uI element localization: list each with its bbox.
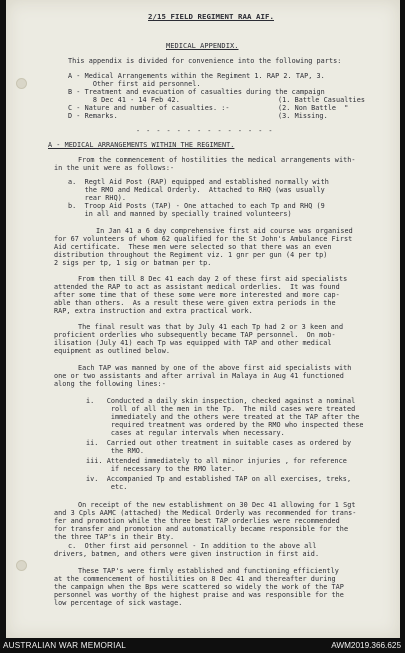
body-line: proficient orderlies who subsequently became TAP personnel. On mob- bbox=[54, 331, 336, 339]
body-line: a. Regtl Aid Post (RAP) equipped and established normally with bbox=[68, 178, 329, 186]
body-line: for transfer and promotion and automatically became responsible for the bbox=[54, 525, 349, 533]
body-line: able than others. As a result these were given extra periods in the bbox=[54, 299, 336, 307]
body-line: in all and manned by specially trained volunteers) bbox=[68, 210, 292, 218]
source-label: AUSTRALIAN WAR MEMORIAL bbox=[3, 641, 127, 650]
body-line: the three TAP's in their Bty. bbox=[54, 533, 175, 541]
document-subheader: MEDICAL APPENDIX. bbox=[166, 42, 239, 50]
body-line: immediately and the others were treated at the TAP after the bbox=[86, 413, 360, 421]
part-line: D - Remarks. bbox=[68, 112, 118, 120]
body-line: one or two assistants and after arrival in Malaya in Aug 41 functioned bbox=[54, 372, 344, 380]
body-line: etc. bbox=[86, 483, 128, 491]
body-line: along the following lines:- bbox=[54, 380, 166, 388]
document-page bbox=[6, 0, 400, 638]
body-line: after some time that of these some were more interested and more cap- bbox=[54, 291, 340, 299]
casualty-type: (2. Non Battle " bbox=[278, 104, 349, 112]
body-line: if necessary to the RMO later. bbox=[86, 465, 236, 473]
part-line: Other first aid personnel. bbox=[68, 80, 201, 88]
section-a-heading: A - MEDICAL ARRANGEMENTS WITHIN THE REGIMENT. bbox=[48, 141, 235, 149]
casualty-type: (1. Battle Casualties bbox=[278, 96, 365, 104]
body-line: the campaign when the Bps were scattered so widely the work of the TAP bbox=[54, 583, 344, 591]
body-line: Each TAP was manned by one of the above first aid specialists with bbox=[78, 364, 352, 372]
body-line: RAP, extra instruction and extra practical work. bbox=[54, 307, 253, 315]
part-line: C - Nature and number of casualties. :- bbox=[68, 104, 230, 112]
body-line: i. Conducted a daily skin inspection, checked against a nominal bbox=[86, 397, 356, 405]
body-line: In Jan 41 a 6 day comprehensive first aid course was organised bbox=[96, 227, 353, 235]
body-line: ii. Carried out other treatment in suitable cases as ordered by bbox=[86, 439, 352, 447]
body-line: Aid certificate. These men were selected so that there was an even bbox=[54, 243, 332, 251]
body-line: at the commencement of hostilities on 8 Dec 41 and thereafter during bbox=[54, 575, 336, 583]
section-divider: - - - - - - - - - - - - - - bbox=[136, 127, 274, 135]
body-line: From the commencement of hostilities the medical arrangements with- bbox=[78, 156, 356, 164]
body-line: These TAP's were firmly established and functioning efficiently bbox=[78, 567, 339, 575]
body-line: for 67 volunteers of whom 62 qualified for the St John's Ambulance First bbox=[54, 235, 353, 243]
body-line: 2 sigs per tp, 1 sig or batman per tp. bbox=[54, 259, 212, 267]
body-line: rear RHQ). bbox=[68, 194, 126, 202]
body-line: distribution throughout the Regiment viz. 1 gnr per gun (4 per tp) bbox=[54, 251, 328, 259]
body-line: required treatment was ordered by the RMO who inspected these bbox=[86, 421, 364, 429]
body-line: iv. Accompanied Tp and established TAP on all exercises, treks, bbox=[86, 475, 352, 483]
body-line: cases at regular intervals when necessary. bbox=[86, 429, 285, 437]
body-line: the RMO. bbox=[86, 447, 144, 455]
body-line: From then till 8 Dec 41 each day 2 of these first aid specialists bbox=[78, 275, 348, 283]
body-line: equipment as outlined below. bbox=[54, 347, 170, 355]
body-line: iii. Attended immediately to all minor injuries , for reference bbox=[86, 457, 347, 465]
casualty-type: (3. Missing. bbox=[278, 112, 328, 120]
body-line: low percentage of sick wastage. bbox=[54, 599, 183, 607]
footer-bar bbox=[0, 639, 405, 653]
body-line: in the unit were as follows:- bbox=[54, 164, 175, 172]
part-line: A - Medical Arrangements within the Regiment 1. RAP 2. TAP, 3. bbox=[68, 72, 325, 80]
intro-text: This appendix is divided for convenience into the following parts: bbox=[68, 57, 342, 65]
body-line: The final result was that by July 41 each Tp had 2 or 3 keen and bbox=[78, 323, 344, 331]
body-line: the RMO and Medical Orderly. Attached to RHQ (was usually bbox=[68, 186, 325, 194]
part-line: 8 Dec 41 - 14 Feb 42. bbox=[68, 96, 180, 104]
body-line: ilisation (July 41) each Tp was equipped with TAP and other medical bbox=[54, 339, 332, 347]
document-header: 2/15 FIELD REGIMENT RAA AIF. bbox=[148, 12, 274, 21]
body-line: roll of all the men in the Tp. The mild cases were treated bbox=[86, 405, 356, 413]
body-line: On receipt of the new establishment on 30 Dec 41 allowing for 1 Sgt bbox=[78, 501, 356, 509]
body-line: attended the RAP to act as assistant medical orderlies. It was found bbox=[54, 283, 340, 291]
reference-label: AWM2019.366.625 bbox=[331, 641, 401, 650]
body-line: b. Troop Aid Posts (TAP) - One attached to each Tp and RHQ (9 bbox=[68, 202, 325, 210]
body-line: personnel was worthy of the highest praise and was responsible for the bbox=[54, 591, 344, 599]
body-line: fer and promotion while the three best TAP orderlies were recommended bbox=[54, 517, 340, 525]
punch-hole bbox=[16, 560, 27, 571]
part-line: B - Treatment and evacuation of casualties during the campaign bbox=[68, 88, 325, 96]
punch-hole bbox=[16, 78, 27, 89]
body-line: c. Other first aid personnel - In addition to the above all bbox=[68, 542, 317, 550]
body-line: and 3 Cpls AAMC (attached) the Medical Orderly was recommended for trans- bbox=[54, 509, 357, 517]
body-line: drivers, batmen, and others were given instruction in first aid. bbox=[54, 550, 320, 558]
